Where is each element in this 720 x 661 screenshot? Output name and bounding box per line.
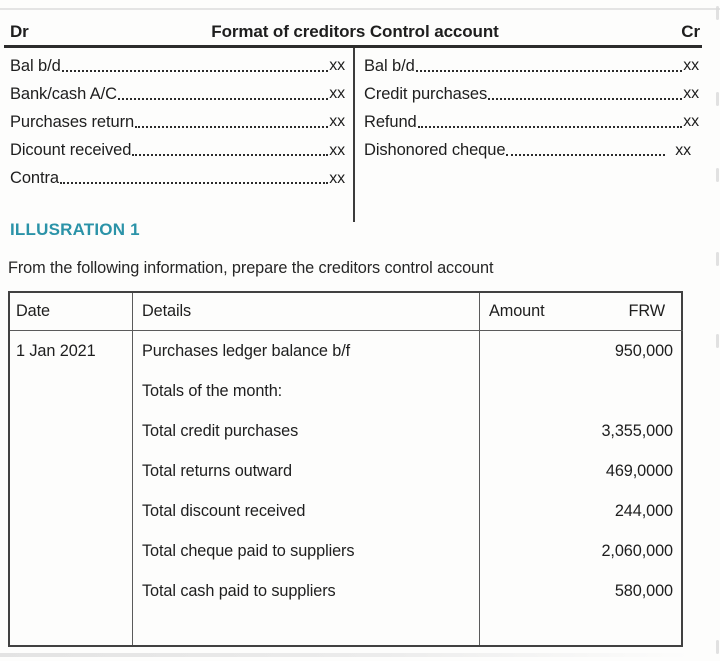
col-header-date: Date — [10, 293, 133, 331]
ledger-entry — [10, 137, 345, 165]
entry-amount-xx: xx — [683, 85, 699, 103]
taccount-body — [4, 48, 702, 222]
dotted-leader — [418, 117, 683, 128]
col-header-details: Details — [133, 293, 480, 331]
dotted-leader — [62, 61, 329, 72]
scan-artifact-page-edge — [716, 334, 719, 348]
entry-amount-xx: xx — [329, 113, 345, 131]
ledger-entry — [10, 80, 345, 108]
amount-cell: 580,000 — [614, 581, 673, 600]
ledger-entry — [10, 165, 345, 193]
ledger-entry — [364, 52, 699, 80]
details-cell: Total credit purchases — [133, 411, 480, 451]
amount-label: Amount — [489, 302, 545, 320]
entry-amount-xx: xx — [683, 113, 699, 131]
scan-artifact-top-line — [0, 8, 720, 10]
dotted-leader — [416, 61, 683, 72]
date-cell — [10, 371, 133, 411]
dotted-leader — [132, 145, 328, 156]
dr-label: Dr — [10, 22, 29, 41]
date-cell — [10, 531, 133, 571]
dotted-leader — [506, 145, 665, 156]
table-filler-cell — [133, 611, 480, 645]
details-cell: Purchases ledger balance b/f — [133, 331, 480, 371]
date-cell — [10, 451, 133, 491]
entry-amount-xx: xx — [329, 169, 345, 187]
entry-label: Bal b/d — [10, 56, 61, 75]
entry-amount-xx: xx — [675, 141, 691, 159]
scan-artifact-page-edge — [716, 92, 719, 106]
debit-column — [4, 48, 353, 222]
intro-text: From the following information, prepare the creditors control account — [8, 259, 494, 277]
details-cell: Total cash paid to suppliers — [133, 571, 480, 611]
currency-label: FRW — [628, 302, 665, 320]
entry-label: Bank/cash A/C — [10, 84, 117, 103]
dotted-leader — [135, 117, 328, 128]
entry-label: Contra — [10, 169, 59, 188]
entry-amount-xx: xx — [329, 57, 345, 75]
amount-cell: 3,355,000 — [601, 421, 673, 440]
scan-artifact-page-edge — [716, 640, 719, 654]
dotted-leader — [118, 89, 328, 100]
details-cell: Total discount received — [133, 491, 480, 531]
entry-amount-xx: xx — [329, 141, 345, 159]
amount-cell: 469,0000 — [605, 461, 673, 480]
table-filler-cell — [480, 611, 683, 645]
ledger-entry — [364, 137, 699, 165]
dotted-leader — [60, 173, 328, 184]
details-cell: Total returns outward — [133, 451, 480, 491]
taccount-title: Format of creditors Control account — [211, 22, 499, 41]
scan-artifact-page-edge — [716, 6, 719, 20]
col-header-amount — [480, 293, 683, 331]
entry-amount-xx: xx — [683, 57, 699, 75]
details-cell: Totals of the month: — [133, 371, 480, 411]
entry-label: Refund — [364, 112, 417, 131]
entry-label: Purchases return — [10, 112, 135, 131]
cr-label: Cr — [681, 22, 700, 41]
entry-label: Dishonored cheque — [364, 141, 506, 160]
ledger-entry — [364, 108, 699, 136]
entry-amount-xx: xx — [329, 85, 345, 103]
scan-artifact-page-edge — [716, 252, 719, 266]
date-cell — [10, 411, 133, 451]
date-cell — [10, 571, 133, 611]
amount-cell: 2,060,000 — [601, 541, 673, 560]
details-cell: Total cheque paid to suppliers — [133, 531, 480, 571]
creditors-control-taccount — [4, 22, 702, 222]
illustration-heading: ILLUSRATION 1 — [10, 220, 140, 239]
amount-cell: 244,000 — [614, 501, 673, 520]
entry-label: Bal b/d — [364, 56, 415, 75]
entry-label: Credit purchases — [364, 84, 488, 103]
entry-label: Dicount received — [10, 141, 132, 160]
credit-column — [355, 48, 702, 222]
scan-artifact-bottom-strip — [0, 653, 690, 657]
ledger-entry — [10, 52, 345, 80]
creditors-info-table — [8, 291, 683, 647]
amount-cell — [480, 371, 683, 411]
taccount-header — [4, 22, 702, 48]
ledger-entry — [10, 108, 345, 136]
ledger-entry — [364, 80, 699, 108]
date-cell: 1 Jan 2021 — [10, 331, 133, 371]
scan-artifact-page-edge — [716, 168, 719, 182]
table-filler-cell — [10, 611, 133, 645]
date-cell — [10, 491, 133, 531]
dotted-leader — [488, 89, 682, 100]
amount-cell: 950,000 — [614, 341, 673, 360]
